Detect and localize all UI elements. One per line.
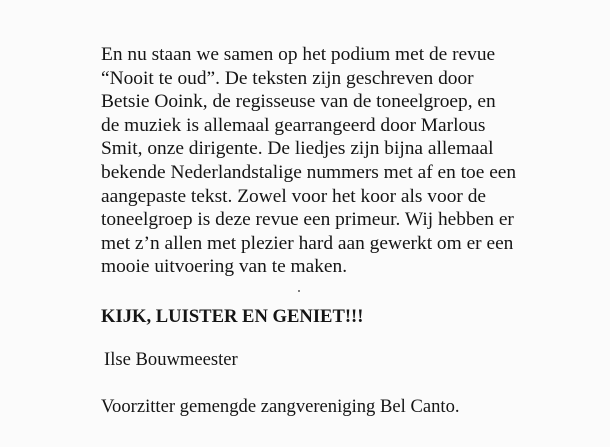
signature-role: Voorzitter gemengde zangvereniging Bel Canto. — [101, 396, 460, 417]
intro-paragraph — [101, 43, 581, 279]
paragraph-line: “Nooit te oud”. De teksten zijn geschreven door — [101, 67, 474, 89]
paragraph-line: bekende Nederlandstalige nummers met af en toe een — [101, 161, 517, 183]
paragraph-line: En nu staan we samen op het podium met de revue — [101, 44, 496, 65]
paragraph-line: aangepaste tekst. Zowel voor het koor als voor de — [101, 185, 487, 207]
paragraph-line: Betsie Ooink, de regisseuse van de toneelgroep, en — [101, 91, 496, 113]
signature-name: Ilse Bouwmeester — [104, 349, 238, 370]
paragraph-line: de muziek is allemaal gearrangeerd door Marlous — [101, 114, 486, 136]
paragraph-line: Smit, onze dirigente. De liedjes zijn bijna allemaal — [101, 138, 494, 160]
paragraph-line: mooie uitvoering van te maken. — [101, 256, 348, 278]
headline: KIJK, LUISTER EN GENIET!!! — [101, 306, 364, 327]
paragraph-line: toneelgroep is deze revue een primeur. Wij hebben er — [101, 209, 514, 231]
scan-speck — [298, 290, 300, 292]
paragraph-line: met z’n allen met plezier hard aan gewerkt om er een — [101, 232, 514, 254]
